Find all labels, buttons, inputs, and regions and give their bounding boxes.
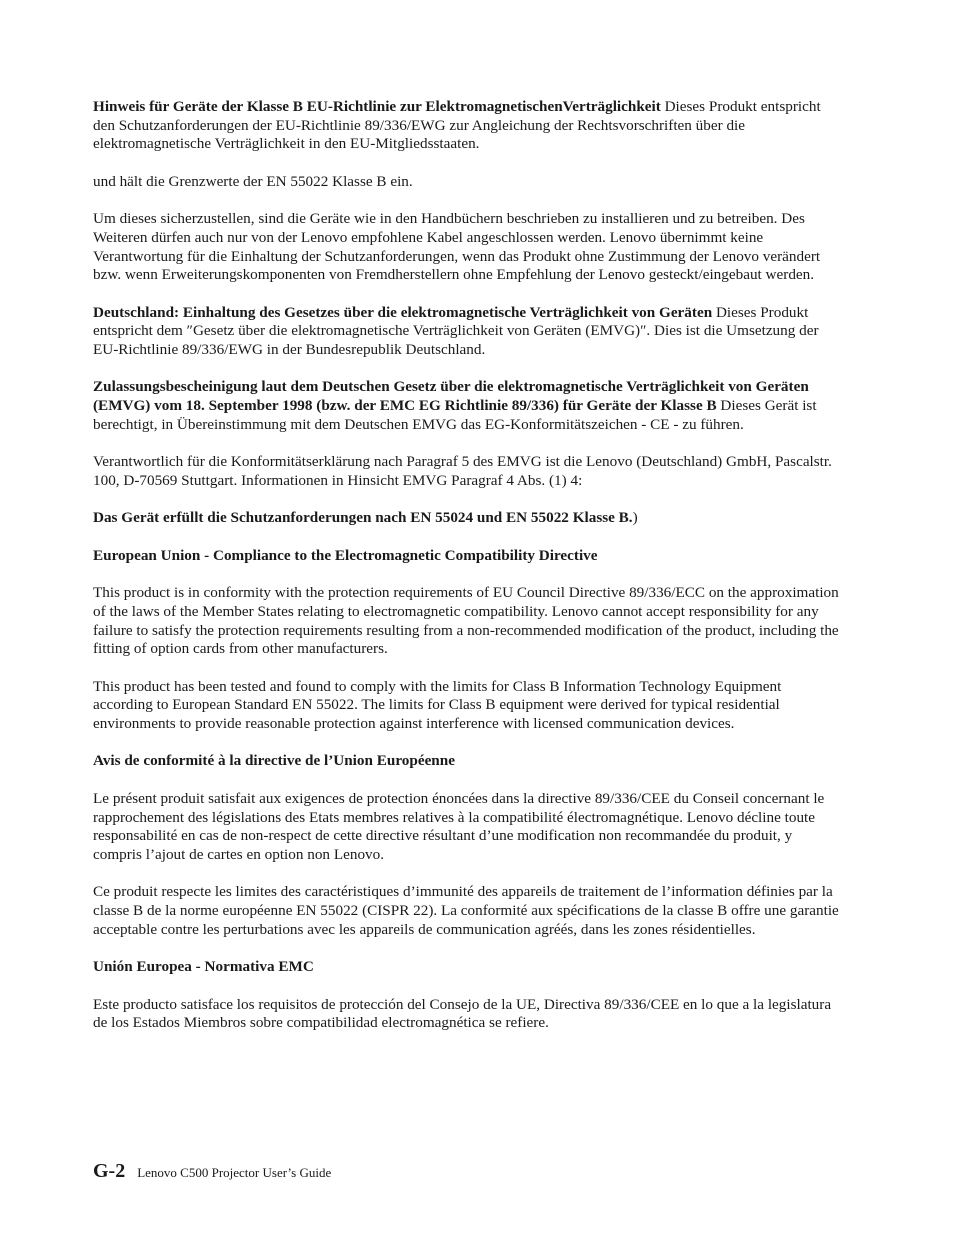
paragraph-hinweis-klasse-b — [93, 98, 841, 154]
paragraph-este-producto — [93, 996, 841, 1033]
paragraph-eu-conformity — [93, 584, 841, 659]
section-heading: European Union - Compliance to the Electromagnetic Compatibility Directive — [93, 546, 598, 564]
paragraph-text: Dieses Produkt entspricht dem ″Gesetz über die elektromagnetische Verträglichkeit von Geräten (EMVG)″. Dies ist die Umsetzung der EU-Richtlinie 89/336/EWG in der Bundesrepublik Deutschland. — [93, 303, 819, 359]
document-title: Lenovo C500 Projector User’s Guide — [137, 1165, 332, 1180]
page-number: G-2 — [93, 1160, 126, 1182]
paragraph-eu-tested — [93, 678, 841, 734]
paragraph-text: Ce produit respecte les limites des caractéristiques d’immunité des appareils de traitement de l’information définies par la classe B de la norme européenne EN 55022 (CISPR 22). La conformité aux spécifications de la classe B offre une garantie acceptable contre les perturbations avec les appareils de communication agréés, dans les zones résidentielles. — [93, 883, 839, 938]
paragraph-text: Um dieses sicherzustellen, sind die Geräte wie in den Handbüchern beschrieben zu installieren und zu betreiben. Des Weiteren dürfen auch nur von der Lenovo empfohlene Kabel angeschlossen werden. Lenovo übernimmt keine Verantwortung für die Einhaltung der Schutzanforderungen, wenn das Produkt ohne Zustimmung der Lenovo verändert bzw. wenn Erweiterungskomponenten von Fremdherstellern ohne Empfehlung der Lenovo gesteckt/eingebaut werden. — [93, 210, 821, 284]
paragraph-lead: Das Gerät erfüllt die Schutzanforderungen nach EN 55024 und EN 55022 Klasse B. — [93, 509, 633, 527]
section-heading: Avis de conformité à la directive de l’Union Européenne — [93, 752, 455, 770]
paragraph-lead: Deutschland: Einhaltung des Gesetzes über die elektromagnetische Verträglichkeit von Geräten — [93, 303, 713, 321]
heading-avis-conformite — [93, 752, 841, 771]
paragraph-limites-immunite — [93, 883, 841, 939]
heading-eu-compliance — [93, 547, 841, 566]
paragraph-text: und hält die Grenzwerte der EN 55022 Klasse B ein. — [93, 172, 413, 190]
paragraph-schutzanforderungen — [93, 509, 841, 528]
paragraph-sicherstellen — [93, 210, 841, 285]
paragraph-grenzwerte — [93, 173, 841, 192]
paragraph-text: Este producto satisface los requisitos de protección del Consejo de la UE, Directiva 89/336/CEE en lo que a la legislatura de los Estados Miembros sobre compatibilidad electromagnética se refiere. — [93, 995, 832, 1032]
paragraph-deutschland-emvg — [93, 304, 841, 360]
paragraph-text: ) — [632, 509, 638, 527]
paragraph-zulassungsbescheinigung — [93, 378, 841, 434]
paragraph-text: This product has been tested and found to comply with the limits for Class B Information Technology Equipment according to European Standard EN 55022. The limits for Class B equipment were derived for typical residential environments to provide reasonable protection against interference with licensed communication devices. — [93, 677, 782, 733]
paragraph-text: Le présent produit satisfait aux exigences de protection énoncées dans la directive 89/336/CEE du Conseil concernant le rapprochement des législations des Etats membres relatives à la compatibilité électromagnétique. Lenovo décline toute responsabilité en cas de non-respect de cette directive résultant d’une modification non recommandée du produit, y compris l’ajout de cartes en option non Lenovo. — [93, 789, 825, 863]
page-body — [93, 98, 841, 1052]
page-footer — [93, 1160, 331, 1183]
paragraph-text: Dieses Gerät ist berechtigt, in Übereinstimmung mit dem Deutschen EMVG das EG-Konformitätszeichen - CE - zu führen. — [93, 397, 817, 433]
paragraph-present-produit — [93, 790, 841, 865]
heading-union-europea — [93, 958, 841, 977]
paragraph-lead: Zulassungsbescheinigung laut dem Deutschen Gesetz über die elektromagnetische Verträglichkeit von Geräten (EMVG) vom 18. September 1998 (bzw. der EMC EG Richtlinie 89/336) für Geräte der Klasse B — [93, 378, 809, 415]
paragraph-text: Dieses Produkt entspricht den Schutzanforderungen der EU-Richtlinie 89/336/EWG zur Angleichung der Rechtsvorschriften über die elektromagnetische Verträglichkeit in den EU-Mitgliedsstaaten. — [93, 98, 821, 153]
paragraph-verantwortlich — [93, 453, 841, 490]
section-heading: Unión Europea - Normativa EMC — [93, 958, 314, 976]
paragraph-lead: Hinweis für Geräte der Klasse B EU-Richtlinie zur ElektromagnetischenVerträglichkeit — [93, 98, 661, 115]
paragraph-text: This product is in conformity with the protection requirements of EU Council Directive 89/336/ECC on the approximation of the laws of the Member States relating to electromagnetic compatibility. Lenovo cannot accept responsibility for any failure to satisfy the protection requirements resulting from a non-recommended modification of the product, including the fitting of option cards from other manufacturers. — [93, 584, 839, 658]
paragraph-text: Verantwortlich für die Konformitätserklärung nach Paragraf 5 des EMVG ist die Lenovo (Deutschland) GmbH, Pascalstr. 100, D-70569 Stuttgart. Informationen in Hinsicht EMVG Paragraf 4 Abs. (1) 4: — [93, 453, 832, 489]
